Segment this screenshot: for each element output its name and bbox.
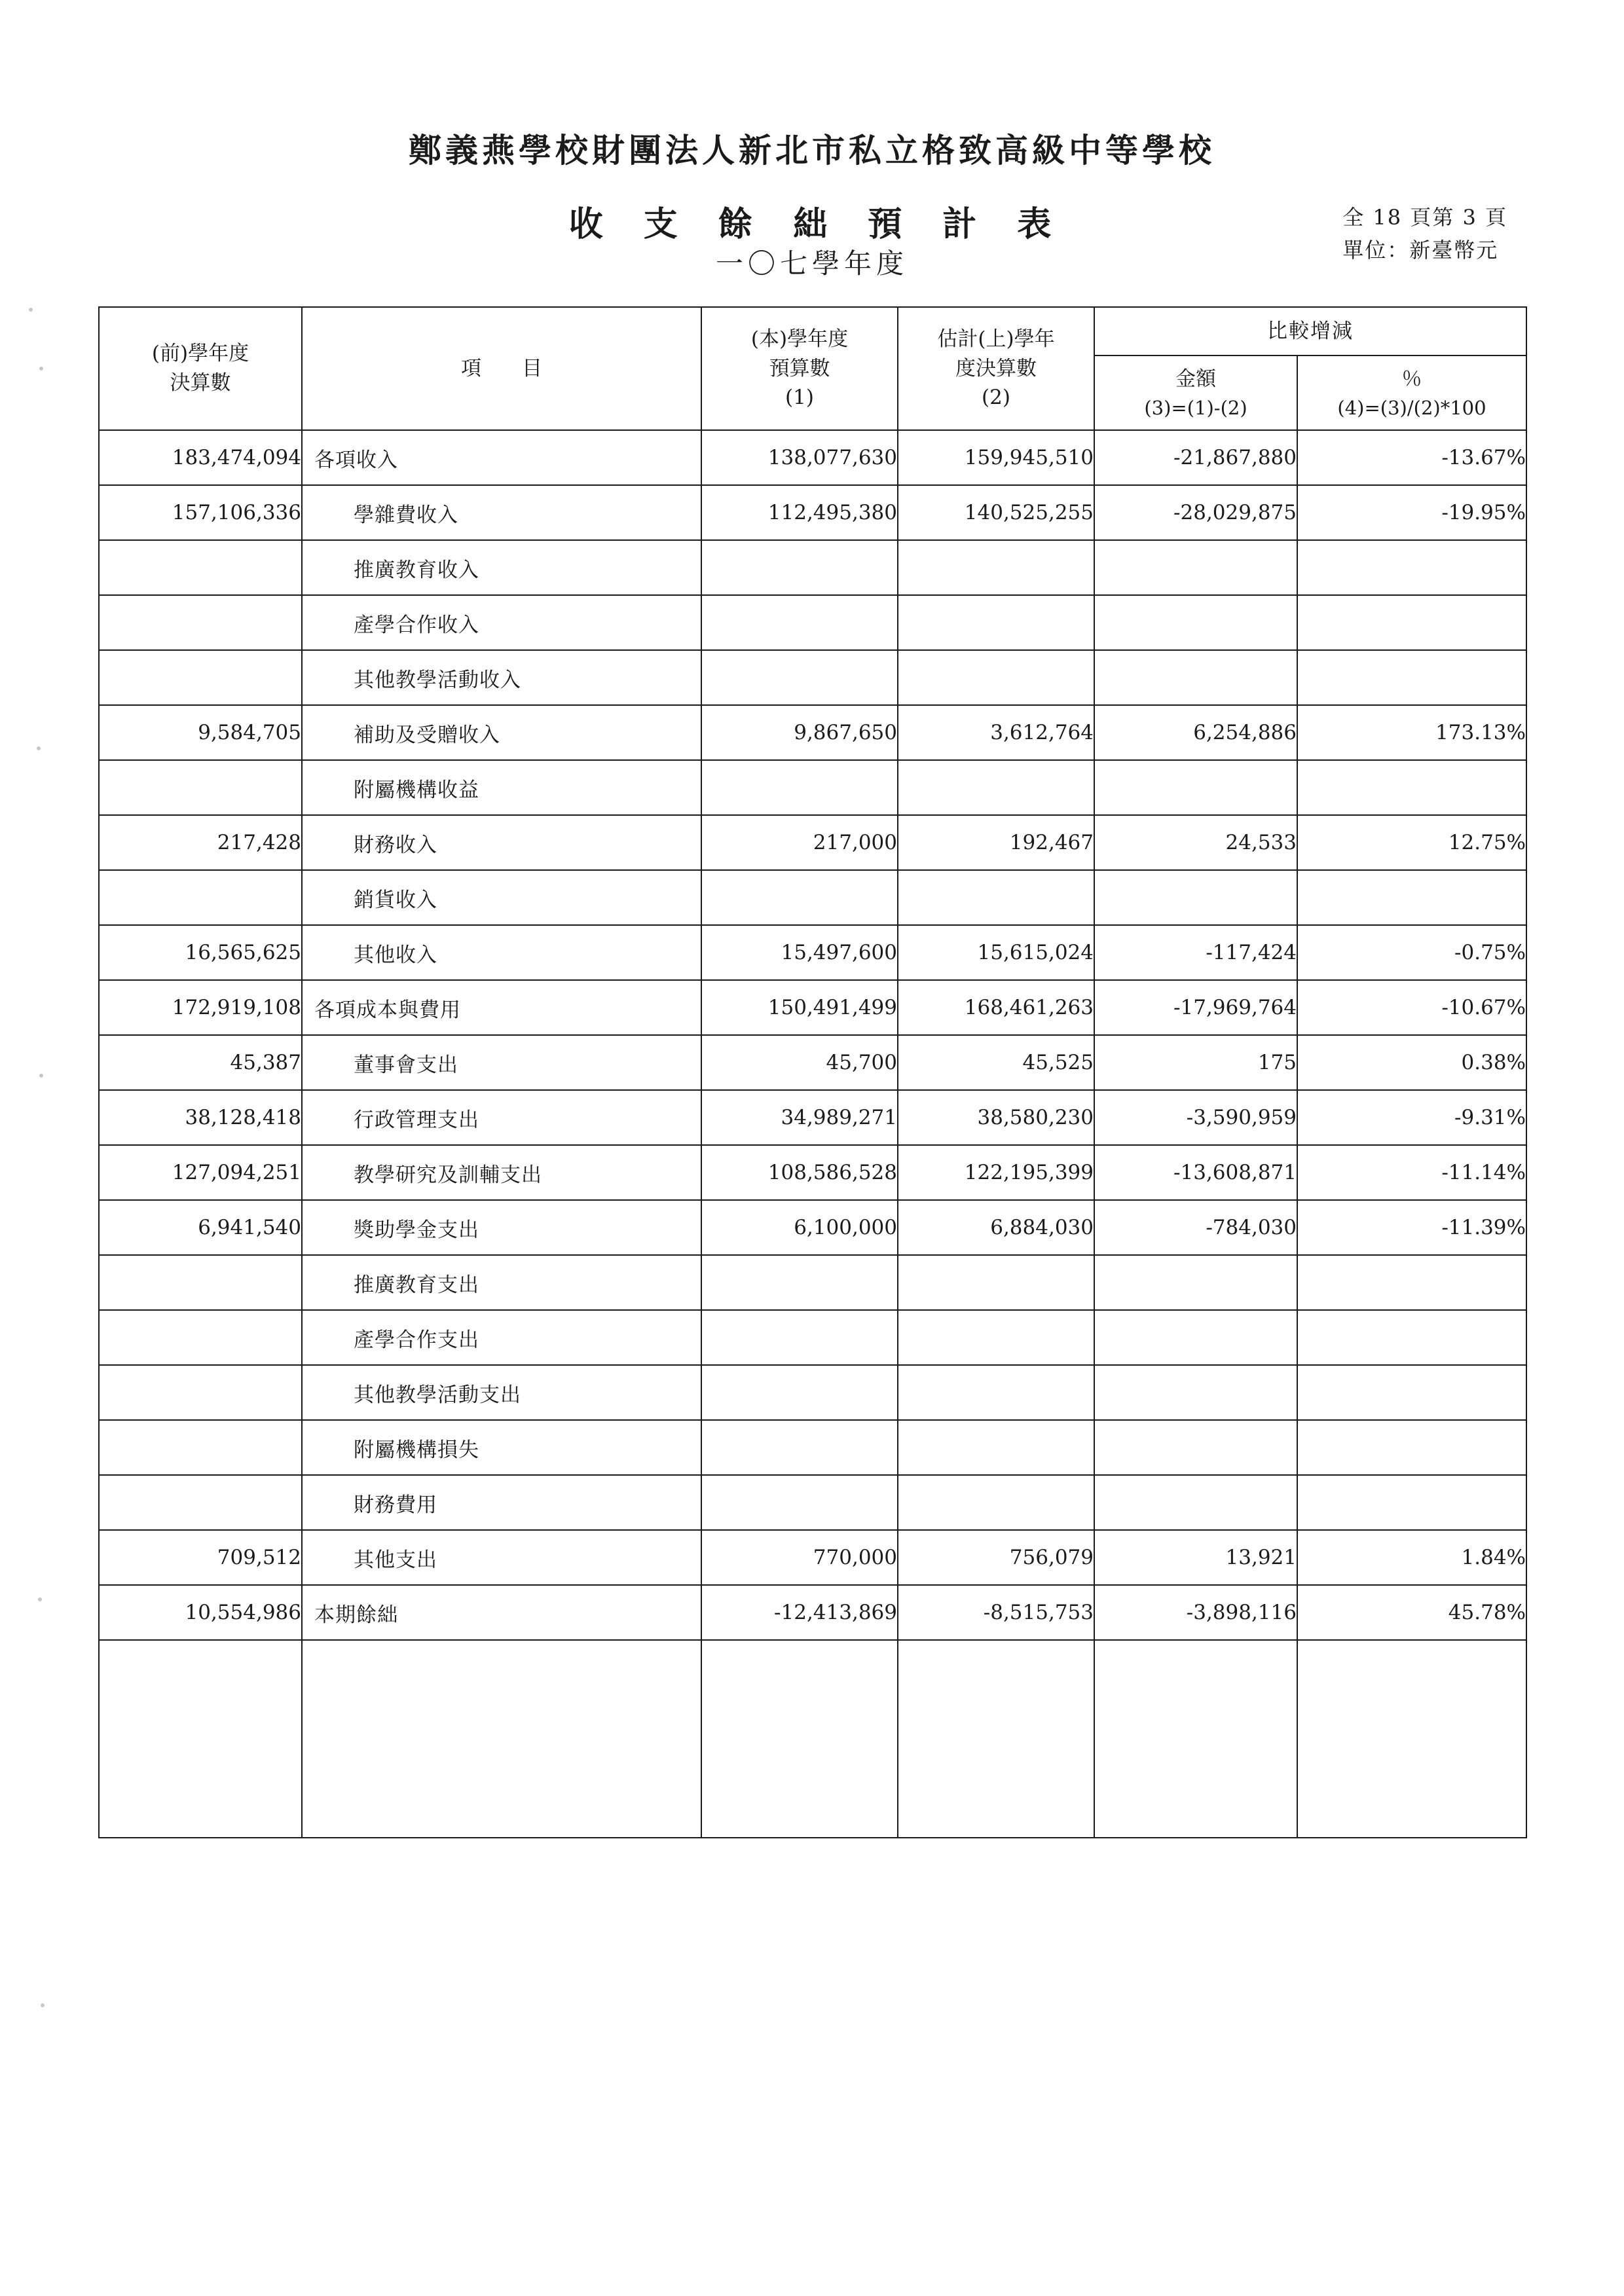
cell-prev-year-actual	[99, 1365, 302, 1420]
table-row	[99, 430, 1526, 485]
table-row	[99, 1090, 1526, 1145]
cell-current-budget: 34,989,271	[701, 1090, 898, 1145]
cell-difference-percent: 173.13%	[1297, 705, 1526, 760]
cell-estimated-actual: 140,525,255	[898, 485, 1094, 540]
cell-difference-percent	[1297, 1255, 1526, 1310]
item-label: 各項成本與費用	[314, 998, 461, 1022]
cell-difference-percent: 0.38%	[1297, 1035, 1526, 1090]
column-header-prev-year: (前)學年度 決算數	[99, 307, 302, 430]
cell-item-name	[302, 1255, 701, 1310]
item-label: 各項收入	[314, 448, 398, 472]
column-header-percent: ％ (4)=(3)/(2)*100	[1297, 355, 1526, 430]
cell-current-budget	[701, 1420, 898, 1475]
filler-cell	[701, 1640, 898, 1838]
cell-estimated-actual	[898, 1420, 1094, 1475]
organization-name: 鄭義燕學校財團法人新北市私立格致高級中等學校	[409, 131, 1215, 170]
cell-difference-amount: -3,590,959	[1094, 1090, 1297, 1145]
cell-item-name	[302, 650, 701, 705]
table-row	[99, 540, 1526, 595]
item-label: 推廣教育支出	[354, 1273, 479, 1297]
cell-difference-amount	[1094, 870, 1297, 925]
cell-current-budget: 138,077,630	[701, 430, 898, 485]
item-label: 產學合作收入	[354, 613, 479, 637]
cell-difference-amount	[1094, 1365, 1297, 1420]
cell-difference-amount: 13,921	[1094, 1530, 1297, 1585]
cell-difference-percent: -13.67%	[1297, 430, 1526, 485]
cell-difference-percent	[1297, 1420, 1526, 1475]
column-header-comparison: 比較增減	[1094, 307, 1526, 355]
cell-current-budget	[701, 650, 898, 705]
table-row	[99, 485, 1526, 540]
item-label: 其他教學活動收入	[354, 668, 521, 692]
cell-current-budget	[701, 1255, 898, 1310]
item-label: 其他收入	[354, 943, 437, 967]
table-row	[99, 1035, 1526, 1090]
cell-current-budget: 770,000	[701, 1530, 898, 1585]
cell-item-name	[302, 815, 701, 870]
cell-estimated-actual	[898, 1475, 1094, 1530]
cell-prev-year-actual: 157,106,336	[99, 485, 302, 540]
table-row	[99, 1365, 1526, 1420]
cell-difference-amount: -117,424	[1094, 925, 1297, 980]
page-number-info: 全 18 頁第 3 頁	[1342, 205, 1507, 230]
cell-difference-percent: 1.84%	[1297, 1530, 1526, 1585]
filler-cell	[1094, 1640, 1297, 1838]
cell-difference-amount: -784,030	[1094, 1200, 1297, 1255]
cell-prev-year-actual	[99, 1475, 302, 1530]
scan-artifact	[41, 2003, 45, 2007]
table-row	[99, 1475, 1526, 1530]
cell-estimated-actual: -8,515,753	[898, 1585, 1094, 1640]
cell-difference-amount	[1094, 1310, 1297, 1365]
cell-estimated-actual	[898, 540, 1094, 595]
cell-estimated-actual	[898, 870, 1094, 925]
cell-prev-year-actual: 217,428	[99, 815, 302, 870]
filler-cell	[1297, 1640, 1526, 1838]
cell-difference-percent	[1297, 760, 1526, 815]
table-row	[99, 1200, 1526, 1255]
cell-difference-amount: -3,898,116	[1094, 1585, 1297, 1640]
scan-artifact	[37, 746, 41, 750]
scan-artifact	[39, 367, 43, 371]
item-label: 財務收入	[354, 833, 437, 857]
cell-estimated-actual	[898, 760, 1094, 815]
cell-difference-amount	[1094, 540, 1297, 595]
cell-current-budget	[701, 1475, 898, 1530]
cell-prev-year-actual	[99, 760, 302, 815]
filler-cell	[99, 1640, 302, 1838]
item-label: 附屬機構收益	[354, 778, 479, 802]
cell-difference-percent: -11.14%	[1297, 1145, 1526, 1200]
cell-current-budget: -12,413,869	[701, 1585, 898, 1640]
cell-item-name	[302, 1585, 701, 1640]
cell-prev-year-actual: 9,584,705	[99, 705, 302, 760]
cell-difference-percent: -0.75%	[1297, 925, 1526, 980]
table-filler-area	[99, 1640, 1526, 1838]
cell-item-name	[302, 1200, 701, 1255]
cell-item-name	[302, 870, 701, 925]
cell-difference-amount	[1094, 1420, 1297, 1475]
cell-difference-amount: -17,969,764	[1094, 980, 1297, 1035]
cell-difference-percent	[1297, 1475, 1526, 1530]
cell-current-budget: 9,867,650	[701, 705, 898, 760]
table-row	[99, 925, 1526, 980]
cell-item-name	[302, 980, 701, 1035]
cell-item-name	[302, 760, 701, 815]
cell-difference-percent	[1297, 1365, 1526, 1420]
table-row	[99, 1530, 1526, 1585]
cell-prev-year-actual	[99, 870, 302, 925]
cell-difference-amount	[1094, 650, 1297, 705]
table-row	[99, 705, 1526, 760]
table-row	[99, 980, 1526, 1035]
table-row	[99, 760, 1526, 815]
cell-prev-year-actual	[99, 1310, 302, 1365]
cell-current-budget: 108,586,528	[701, 1145, 898, 1200]
cell-estimated-actual: 192,467	[898, 815, 1094, 870]
cell-estimated-actual: 168,461,263	[898, 980, 1094, 1035]
cell-current-budget: 150,491,499	[701, 980, 898, 1035]
cell-estimated-actual: 122,195,399	[898, 1145, 1094, 1200]
cell-estimated-actual	[898, 650, 1094, 705]
cell-item-name	[302, 595, 701, 650]
item-label: 本期餘絀	[314, 1603, 398, 1627]
cell-prev-year-actual: 6,941,540	[99, 1200, 302, 1255]
cell-prev-year-actual: 172,919,108	[99, 980, 302, 1035]
cell-difference-percent: -19.95%	[1297, 485, 1526, 540]
cell-estimated-actual: 15,615,024	[898, 925, 1094, 980]
cell-prev-year-actual	[99, 650, 302, 705]
cell-prev-year-actual	[99, 595, 302, 650]
cell-item-name	[302, 1530, 701, 1585]
cell-estimated-actual	[898, 595, 1094, 650]
cell-difference-percent: -9.31%	[1297, 1090, 1526, 1145]
cell-prev-year-actual	[99, 540, 302, 595]
item-label: 產學合作支出	[354, 1328, 479, 1352]
cell-current-budget	[701, 1365, 898, 1420]
cell-difference-amount: 6,254,886	[1094, 705, 1297, 760]
cell-item-name	[302, 1475, 701, 1530]
cell-difference-percent: 45.78%	[1297, 1585, 1526, 1640]
cell-item-name	[302, 1090, 701, 1145]
column-header-estimated-prev: 估計(上)學年 度決算數 (2)	[898, 307, 1094, 430]
cell-difference-percent: -10.67%	[1297, 980, 1526, 1035]
cell-difference-percent: -11.39%	[1297, 1200, 1526, 1255]
cell-estimated-actual: 45,525	[898, 1035, 1094, 1090]
cell-current-budget	[701, 870, 898, 925]
cell-difference-amount: 175	[1094, 1035, 1297, 1090]
item-label: 推廣教育收入	[354, 558, 479, 582]
column-header-item: 項 目	[302, 307, 701, 430]
table-row	[99, 1310, 1526, 1365]
cell-prev-year-actual: 16,565,625	[99, 925, 302, 980]
cell-difference-percent	[1297, 870, 1526, 925]
filler-cell	[302, 1640, 701, 1838]
cell-item-name	[302, 705, 701, 760]
item-label: 銷貨收入	[354, 888, 437, 912]
table-row	[99, 1145, 1526, 1200]
cell-estimated-actual: 6,884,030	[898, 1200, 1094, 1255]
cell-item-name	[302, 540, 701, 595]
table-row	[99, 815, 1526, 870]
cell-item-name	[302, 1145, 701, 1200]
table-row	[99, 870, 1526, 925]
cell-difference-amount	[1094, 1475, 1297, 1530]
cell-prev-year-actual: 38,128,418	[99, 1090, 302, 1145]
cell-difference-amount: -28,029,875	[1094, 485, 1297, 540]
cell-prev-year-actual: 183,474,094	[99, 430, 302, 485]
table-row	[99, 1255, 1526, 1310]
item-label: 教學研究及訓輔支出	[354, 1163, 542, 1187]
cell-estimated-actual: 159,945,510	[898, 430, 1094, 485]
item-label: 附屬機構損失	[354, 1438, 479, 1462]
cell-item-name	[302, 925, 701, 980]
table-row	[99, 1420, 1526, 1475]
cell-difference-amount	[1094, 595, 1297, 650]
item-label: 董事會支出	[354, 1053, 458, 1077]
filler-cell	[898, 1640, 1094, 1838]
document-header	[98, 124, 1526, 284]
cell-prev-year-actual: 709,512	[99, 1530, 302, 1585]
cell-difference-amount	[1094, 760, 1297, 815]
cell-item-name	[302, 1365, 701, 1420]
document-title: 收 支 餘 絀 預 計 表	[568, 204, 1066, 244]
item-label: 補助及受贈收入	[354, 723, 500, 747]
column-header-amount: 金額 (3)=(1)-(2)	[1094, 355, 1297, 430]
scan-artifact	[29, 308, 33, 312]
table-row	[99, 595, 1526, 650]
table-header	[99, 307, 1526, 430]
cell-prev-year-actual: 45,387	[99, 1035, 302, 1090]
cell-estimated-actual	[898, 1255, 1094, 1310]
item-label: 行政管理支出	[354, 1108, 479, 1132]
cell-difference-percent	[1297, 540, 1526, 595]
cell-current-budget: 45,700	[701, 1035, 898, 1090]
cell-difference-amount: 24,533	[1094, 815, 1297, 870]
scan-artifact	[39, 1074, 43, 1078]
cell-item-name	[302, 1310, 701, 1365]
academic-year: 一〇七學年度	[715, 247, 908, 280]
table-body	[99, 430, 1526, 1838]
cell-prev-year-actual	[99, 1255, 302, 1310]
cell-current-budget	[701, 760, 898, 815]
cell-difference-amount: -13,608,871	[1094, 1145, 1297, 1200]
cell-difference-amount	[1094, 1255, 1297, 1310]
item-label: 其他教學活動支出	[354, 1383, 521, 1407]
table-row	[99, 650, 1526, 705]
cell-item-name	[302, 1035, 701, 1090]
cell-estimated-actual	[898, 1365, 1094, 1420]
cell-current-budget: 217,000	[701, 815, 898, 870]
currency-unit-info: 單位：新臺幣元	[1342, 237, 1499, 263]
cell-current-budget: 112,495,380	[701, 485, 898, 540]
cell-current-budget	[701, 1310, 898, 1365]
cell-current-budget	[701, 595, 898, 650]
cell-item-name	[302, 430, 701, 485]
cell-current-budget: 15,497,600	[701, 925, 898, 980]
table-row	[99, 1585, 1526, 1640]
cell-difference-percent	[1297, 650, 1526, 705]
scan-artifact	[38, 1597, 42, 1601]
item-label: 其他支出	[354, 1548, 437, 1572]
cell-estimated-actual	[898, 1310, 1094, 1365]
cell-estimated-actual: 756,079	[898, 1530, 1094, 1585]
item-label: 學雜費收入	[354, 503, 458, 527]
cell-item-name	[302, 485, 701, 540]
cell-prev-year-actual: 10,554,986	[99, 1585, 302, 1640]
cell-difference-percent	[1297, 595, 1526, 650]
cell-item-name	[302, 1420, 701, 1475]
cell-estimated-actual: 38,580,230	[898, 1090, 1094, 1145]
cell-difference-percent: 12.75%	[1297, 815, 1526, 870]
cell-current-budget	[701, 540, 898, 595]
cell-prev-year-actual	[99, 1420, 302, 1475]
cell-difference-percent	[1297, 1310, 1526, 1365]
cell-prev-year-actual: 127,094,251	[99, 1145, 302, 1200]
column-header-current-budget: (本)學年度 預算數 (1)	[701, 307, 898, 430]
cell-current-budget: 6,100,000	[701, 1200, 898, 1255]
budget-table	[98, 306, 1527, 1838]
item-label: 財務費用	[354, 1493, 437, 1517]
item-label: 獎助學金支出	[354, 1218, 479, 1242]
cell-difference-amount: -21,867,880	[1094, 430, 1297, 485]
cell-estimated-actual: 3,612,764	[898, 705, 1094, 760]
